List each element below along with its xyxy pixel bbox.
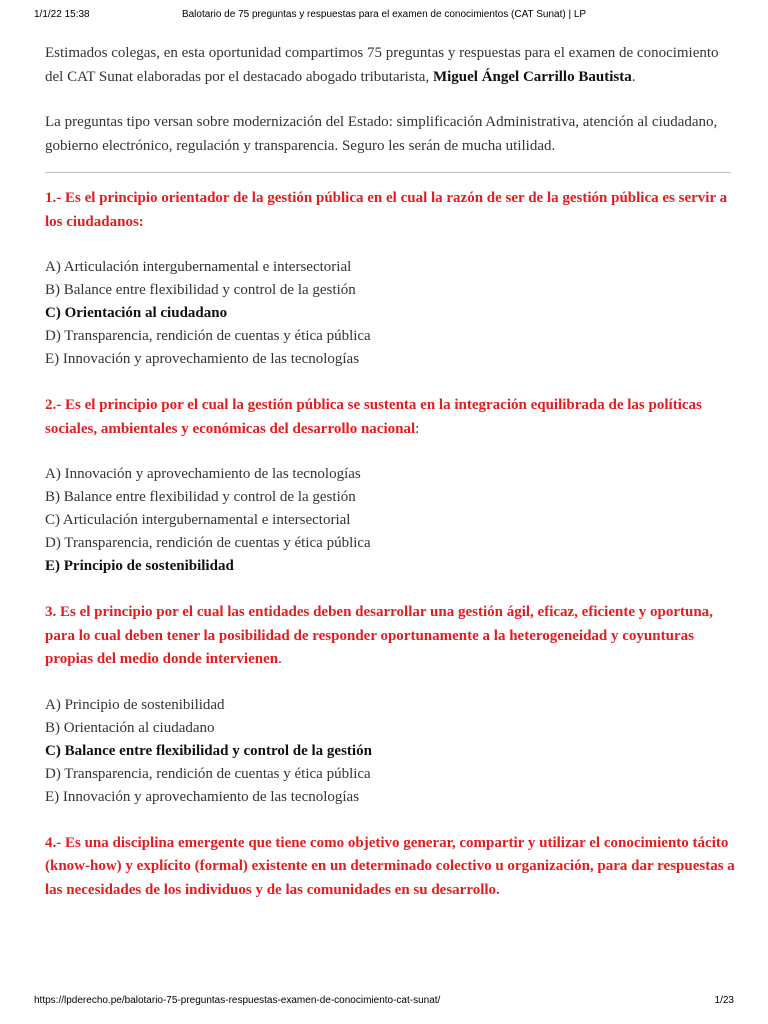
print-datetime: 1/1/22 15:38 <box>34 9 90 20</box>
question-2 <box>45 394 735 441</box>
question-2-tail: : <box>415 420 420 437</box>
article-body <box>45 42 735 902</box>
option-e-correct: E) Principio de sostenibilidad <box>45 558 234 574</box>
print-footer <box>0 995 768 1009</box>
option-d: D) Transparencia, rendición de cuentas y ética pública <box>45 328 371 344</box>
option-c-correct: C) Orientación al ciudadano <box>45 305 228 321</box>
print-header <box>0 9 768 23</box>
question-3-options <box>45 694 735 809</box>
option-d: D) Transparencia, rendición de cuentas y ética pública <box>45 535 371 551</box>
question-1-text: 1.- Es el principio orientador de la gestión pública en el cual la razón de ser de la gestión pública es servir a los ciudadanos: <box>45 190 728 230</box>
option-a: A) Principio de sostenibilidad <box>45 696 225 713</box>
intro-period: . <box>631 68 636 85</box>
question-1 <box>45 187 735 234</box>
intro-text: Estimados colegas, en esta oportunidad compartimos 75 preguntas y respuestas para el examen de conocimiento del CAT Sunat elaboradas por el destacado abogado tributarista, <box>45 45 719 85</box>
question-2-text: 2.- Es el principio por el cual la gestión pública se sustenta en la integración equilibrada de las políticas sociales, ambientales y económicas del desarrollo nacional <box>45 397 702 437</box>
print-title: Balotario de 75 preguntas y respuestas para el examen de conocimientos (CAT Sunat) | LP <box>181 9 587 20</box>
option-c-correct: C) Balance entre flexibilidad y control de la gestión <box>45 742 372 759</box>
option-a: A) Innovación y aprovechamiento de las tecnologías <box>45 466 361 482</box>
question-3-tail: . <box>278 651 282 667</box>
question-3 <box>45 601 735 672</box>
option-c: C) Articulación intergubernamental e intersectorial <box>45 512 351 528</box>
page-number: 1/23 <box>714 995 734 1006</box>
question-1-options <box>45 256 735 371</box>
author-name: Miguel Ángel Carrillo Bautista <box>432 68 632 85</box>
option-b: B) Balance entre flexibilidad y control de la gestión <box>45 489 356 505</box>
question-3-text: 3. Es el principio por el cual las entidades deben desarrollar una gestión ágil, eficaz, eficiente y oportuna, para lo cual deben tener la posibilidad de responder oportunamente a la heterogeneidad y coyunturas propias del medio donde intervienen <box>45 604 713 667</box>
intro-paragraph-2: La preguntas tipo versan sobre modernización del Estado: simplificación Administrativa, atención al ciudadano, gobierno electrónico, regulación y transparencia. Seguro les serán de mucha utilidad. <box>45 114 718 154</box>
question-4: 4.- Es una disciplina emergente que tiene como objetivo generar, compartir y utilizar el conocimiento tácito (know-how) y explícito (formal) existente en un determinado colectivo u organización, para dar respuestas a las necesidades de los individuos y de las comunidades en su desarrollo. <box>45 834 735 898</box>
option-a: A) Articulación intergubernamental e intersectorial <box>45 259 352 275</box>
option-b: B) Balance entre flexibilidad y control de la gestión <box>45 282 356 298</box>
page-url: https://lpderecho.pe/balotario-75-preguntas-respuestas-examen-de-conocimiento-cat-sunat/ <box>34 995 441 1006</box>
option-d: D) Transparencia, rendición de cuentas y ética pública <box>45 765 371 782</box>
question-2-options <box>45 463 735 578</box>
option-e: E) Innovación y aprovechamiento de las tecnologías <box>45 351 360 367</box>
intro-paragraph-1 <box>45 42 735 89</box>
option-b: B) Orientación al ciudadano <box>45 719 215 736</box>
option-e: E) Innovación y aprovechamiento de las tecnologías <box>45 788 360 805</box>
